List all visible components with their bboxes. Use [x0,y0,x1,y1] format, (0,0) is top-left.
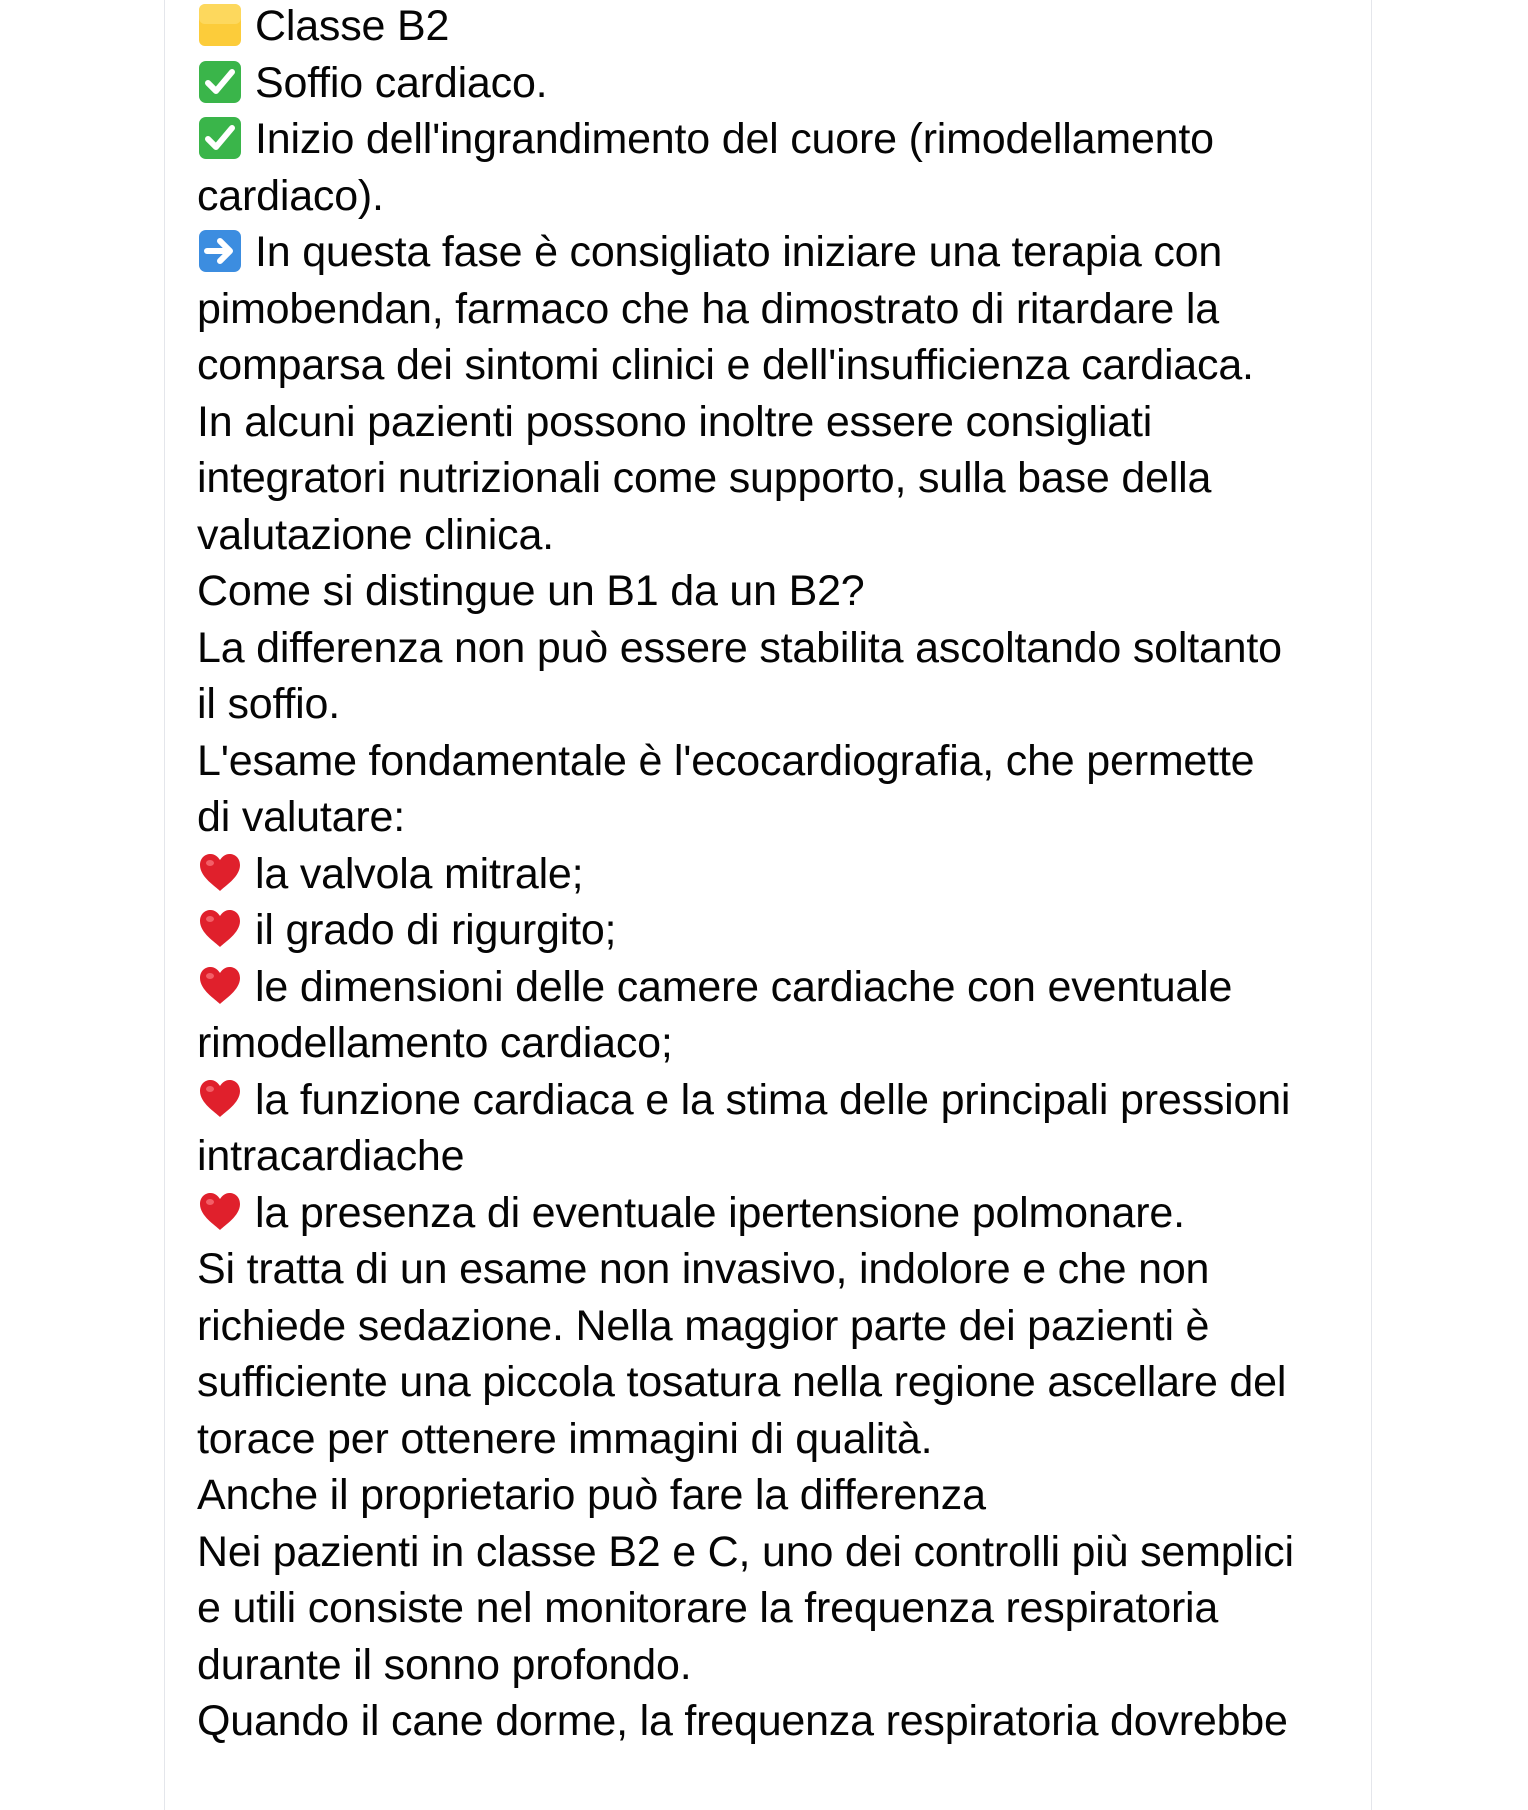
text-line-content: durante il sonno profondo. [197,1640,692,1689]
text-line [197,0,1357,55]
text-line [197,563,1357,620]
text-line-content: torace per ottenere immagini di qualità. [197,1414,933,1463]
text-line-content: e utili consiste nel monitorare la frequenza respiratoria [197,1584,1219,1632]
text-line-content: pimobendan, farmaco che ha dimostrato di ritardare la [197,284,1219,333]
text-line-content: valutazione clinica. [197,510,554,559]
text-line [197,1241,1357,1298]
red-heart-icon [197,850,243,896]
text-line [197,55,1357,112]
text-line-content: Inizio dell'ingrandimento del cuore (rimodellamento [255,115,1214,163]
text-line-content: Si tratta di un esame non invasivo, indolore e che non [197,1245,1210,1293]
text-line [197,1072,1357,1129]
text-line-content: la valvola mitrale; [255,849,584,898]
check-mark-icon [197,59,243,105]
text-line [197,394,1357,451]
check-mark-icon [197,115,243,161]
text-line-content: In alcuni pazienti possono inoltre essere consigliati [197,397,1153,446]
post-text [197,0,1357,1750]
text-line [197,1298,1357,1355]
text-line-content: il grado di rigurgito; [255,906,617,954]
text-line-content: Soffio cardiaco. [255,58,548,107]
text-line [197,676,1357,733]
yellow-square-icon [197,2,243,48]
text-line [197,281,1357,338]
text-line [197,507,1357,564]
text-line-content: sufficiente una piccola tosatura nella regione ascellare del [197,1358,1287,1406]
text-line [197,1693,1357,1750]
text-line [197,1015,1357,1072]
text-line [197,959,1357,1016]
text-line-content: Classe B2 [255,2,450,50]
text-line-content: L'esame fondamentale è l'ecocardiografia, che permette [197,736,1255,785]
text-line [197,111,1357,168]
text-line-content: La differenza non può essere stabilita ascoltando soltanto [197,623,1282,672]
text-line [197,846,1357,903]
text-line [197,1524,1357,1581]
red-heart-icon [197,1189,243,1235]
text-line-content: intracardiache [197,1132,465,1180]
text-line [197,1411,1357,1468]
text-line-content: cardiaco). [197,171,384,220]
text-line-content: In questa fase è consigliato iniziare una terapia con [255,228,1223,276]
text-line-content: Quando il cane dorme, la frequenza respiratoria dovrebbe [197,1697,1288,1745]
text-line [197,620,1357,677]
text-line-content: Come si distingue un B1 da un B2? [197,567,865,615]
text-line [197,733,1357,790]
red-heart-icon [197,906,243,952]
text-line-content: Anche il proprietario può fare la differenza [197,1471,986,1519]
text-line [197,1467,1357,1524]
text-line [197,450,1357,507]
text-line-content: la funzione cardiaca e la stima delle principali pressioni [255,1075,1291,1124]
text-line [197,168,1357,225]
text-line-content: richiede sedazione. Nella maggior parte dei pazienti è [197,1301,1210,1350]
text-line [197,337,1357,394]
post-card [164,0,1372,1810]
text-line [197,1185,1357,1242]
text-line [197,1580,1357,1637]
text-line-content: le dimensioni delle camere cardiache con eventuale [255,962,1233,1011]
text-line [197,789,1357,846]
text-line-content: integratori nutrizionali come supporto, sulla base della [197,454,1212,502]
text-line-content: la presenza di eventuale ipertensione polmonare. [255,1188,1185,1237]
text-line-content: rimodellamento cardiaco; [197,1019,673,1067]
right-arrow-icon [197,228,243,274]
text-line [197,1637,1357,1694]
text-line [197,224,1357,281]
red-heart-icon [197,963,243,1009]
text-line [197,902,1357,959]
text-line-content: comparsa dei sintomi clinici e dell'insufficienza cardiaca. [197,341,1254,389]
text-line [197,1128,1357,1185]
text-line-content: di valutare: [197,793,405,841]
text-line-content: il soffio. [197,680,340,728]
text-line-content: Nei pazienti in classe B2 e C, uno dei controlli più semplici [197,1527,1294,1576]
red-heart-icon [197,1076,243,1122]
text-line [197,1354,1357,1411]
